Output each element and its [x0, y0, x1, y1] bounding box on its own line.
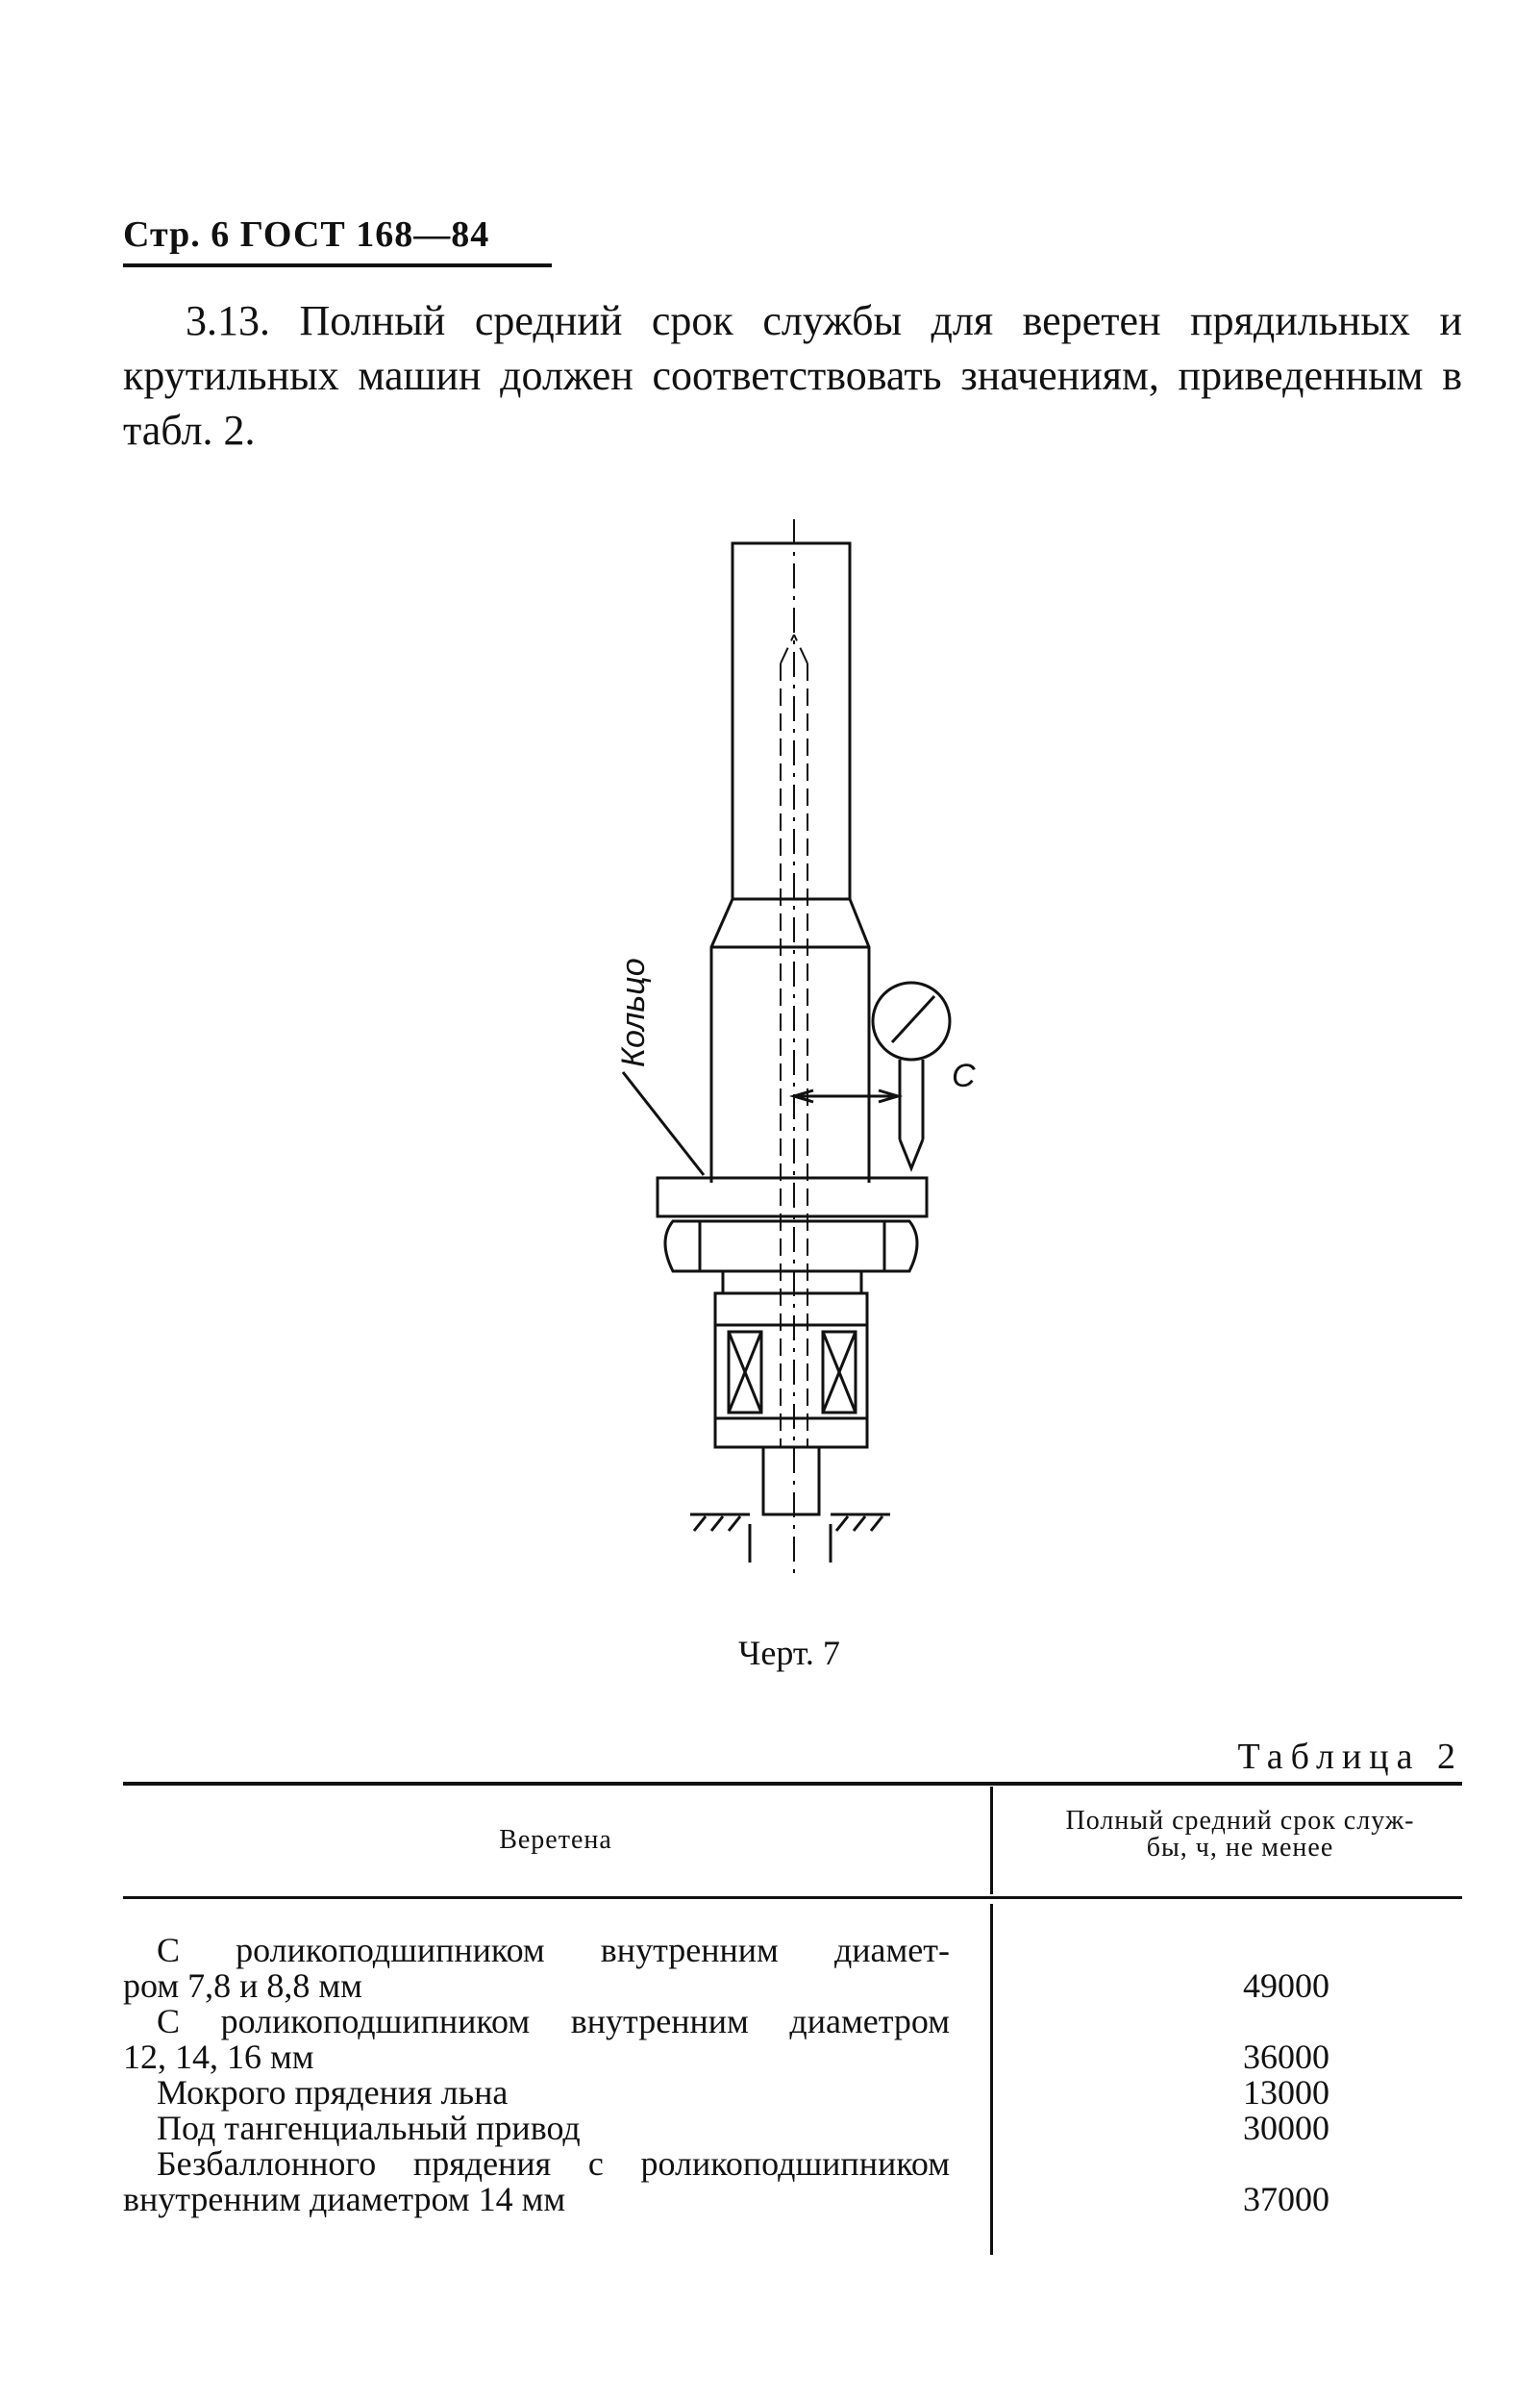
dimension-c-label: С — [952, 1058, 976, 1094]
col-header-service-life-line1: Полный средний срок служ- — [1065, 1806, 1415, 1836]
paragraph-number: 3.13. — [186, 297, 270, 344]
ring-label: Кольцо — [615, 958, 652, 1067]
page-header: Стр. 6 ГОСТ 168—84 — [123, 214, 490, 255]
bearing-housing — [715, 1293, 867, 1447]
row-value: 36000 — [1243, 2038, 1329, 2076]
table-body-divider — [990, 1904, 993, 2255]
row-value: 30000 — [1243, 2109, 1329, 2147]
figure-caption: Черт. 7 — [738, 1634, 840, 1672]
paragraph-text: Полный средний срок службы для веретен прядильных и крутильных машин должен соответствовать значениям, приведенным в табл. 2. — [123, 297, 1462, 454]
col-header-spindles: Веретена — [499, 1825, 612, 1855]
table-header-divider — [990, 1787, 993, 1894]
row-desc-line2: ром 7,8 и 8,8 мм — [123, 1966, 362, 2005]
row-value: 37000 — [1243, 2180, 1329, 2218]
col-header-service-life-line2: бы, ч, не менее — [1146, 1833, 1334, 1863]
row-value: 13000 — [1243, 2073, 1329, 2112]
table-title: Таблица 2 — [1237, 1737, 1463, 1777]
table-header-rule — [123, 1896, 1462, 1899]
nut-body — [665, 1221, 917, 1271]
row-desc-line1: С роликоподшипником внутренним диаметром — [157, 2002, 950, 2040]
row-desc-line2: внутренним диаметром 14 мм — [123, 2180, 566, 2218]
col-header-service-life — [1019, 1808, 1461, 1862]
table-top-rule — [123, 1782, 1462, 1786]
spindle-tube — [733, 543, 850, 899]
row-desc-line2: 12, 14, 16 мм — [123, 2038, 314, 2076]
row-desc-line1: Мокрого прядения льна — [157, 2073, 509, 2112]
row-value: 49000 — [1243, 1966, 1329, 2005]
row-desc-line1: С роликоподшипником внутренним диамет- — [157, 1931, 950, 1969]
ring-body — [658, 1178, 927, 1216]
row-desc-line1: Под тангенциальный привод — [157, 2109, 581, 2147]
row-desc-line1: Безбаллонного прядения с роликоподшипником — [157, 2144, 950, 2183]
